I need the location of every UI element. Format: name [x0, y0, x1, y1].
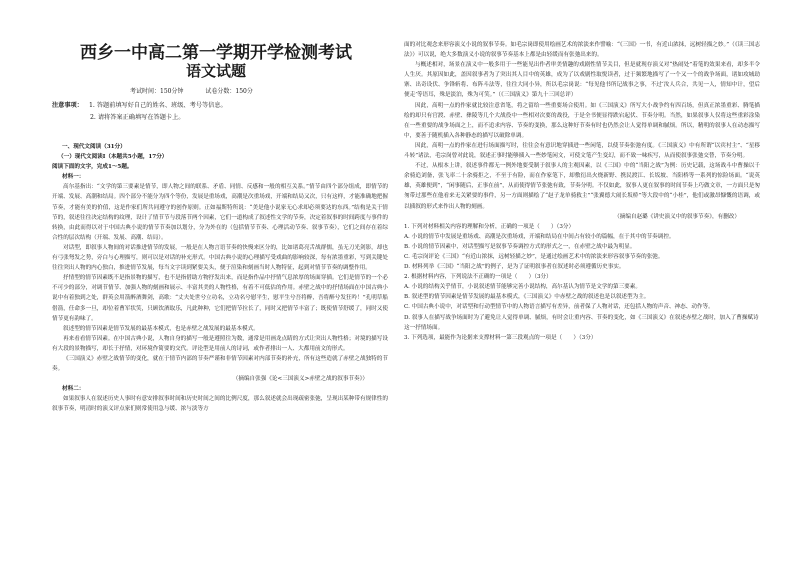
paragraph: 不过，从根本上讲，叙述事件都无一例外地要受制于叙事人的主观因素，以《三国》中的“当阳之战”为例：历史记载，这场战斗中曹操以千余骑追刘备，张飞率二十余骑拒之，不至于有险，而在作家笔下，却敷衍出火烧新野、携民渡江、长坂坡、当阳桥等一系列的惊险场面。“说英雄，英雄便到”，“闲事随后，正事在前”，从而使得情节张弛有致，节奏分明。不仅如此，叙事人更在叙事的时间节奏上巧做文章，一方面只是匆匆带过那些在他看来无关紧要的事件，另一方面则描绘了“赵子龙单骑救主”“张翼德大闹长坂桥”等大段中的“小桂”，他们或激昂慷慨的语调，或以插叙的形式来作出人物的刻画。: [404, 163, 760, 210]
note-item-2: 2. 请将答案正确填写在答题卡上。: [90, 114, 185, 121]
question-2: 2. 根据材料内容，下列说法不正确的一项是（ ）（3分）: [404, 274, 552, 281]
paragraph: 与概述相对，场景在演义中一般多用于一些能见出作者审美情趣的戏剧性情节关目，但是就现存演义对“热闹处”着笔的效果来看，却多半令人生厌。其原因如此，盖因叙事者为了突出其人目中的英雄，成为了以戏剧性取悦读者，过于频繁地描写了一个又一个的战争场面，诸如攻城劫寨、出奇设伏、争锋斩将、布阵斗法等，往往大同小异，所以毛宗岗说：“每见他书所记战事之事，不过‘汝人兵合，共见一人，情知中计，望后便走’等语耳，殊是淡泊，殊为可笑。”（《三国演义》第九十三回总评）: [404, 62, 760, 99]
note-item-1: 1. 答题前填写好自己的姓名、班级、考号等信息。: [88, 102, 227, 109]
paragraph: 如果叙事人在叙述历史人事时有意安排叙事时间和历史时间之间的比例尺度，那么叙述就会出现疏密张弛，呈现出某种带有规律性的叙事节奏，明清时的演义评点家们则常使用急与缓、浓与淡等方: [52, 396, 388, 413]
left-column: [52, 142, 388, 415]
option-a: A. 小说的情节中发展是重场戏、高潮是次重场戏，开端和结局在中间占有较小的篇幅，在于其中的节奏调控。: [404, 233, 675, 240]
paragraph: 《三国演义》赤壁之战情节的变化，就在于情节内部的节奏严谨和非情节因素对内部节奏的补充，所有这些造就了赤壁之战独特的节奏。: [52, 355, 388, 373]
paragraph: 高尔基指出：“文学的第三要素是情节，即人物之间的联系、矛盾、同情、反感和一般的相互关系。”情节由四个部分组成，即情节的开端、发展、高潮和结局。四个部分不能分为四个等份，发展是重场戏，高潮是次重场戏，开端和结局又次，只有这样，才能准确地把握节奏，才能有美的价值，这是作家们所共同遵守的创作原则。正如福斯特所说：“美是他小说家无心求却必须要达的东西。”结构是关于情节的，叙述往往决定结构的纹理，设计了情节节与段落节两个因素，它们一道构成了叙述性文学的节奏，决定着叙事的时间跨度与事件的转换，由此而得以对于中国古典小说的情节节奏加以划分，分为外在的（包括情节节奏、心理活动节奏、叙事节奏），它们之间存在着综合性的层次结构（开端、发展、高潮、结局）。: [52, 184, 388, 241]
paragraph: 抒情型的情节因素既不是指景物的描写，也不是指借助方物抒发出来，而是指作品中抒情气息浓厚的场面穿插。它们是情节的一个必不可少的部分，对调节情节、加强人物的刻画和展示、丰富其美的人物性格，有着不可低估的作用。赤壁之战中的抒情场面在中国古典小说中有着独到之处，群英会用箭醉酒舞剑，高歌：“丈夫处世兮立功名，立功名兮慰平生，慰平生兮吾将醉，吾将醉兮发狂吟！”孔明草船借箭，任命多一旦，却位着曹军状笑，只顾饮酒取乐，凡此种种，它们把情节拉长了，同时又把情节丰富了；既使情节舒缓了，同时又使情节更有韵味了。: [52, 275, 388, 322]
exam-info: [130, 86, 273, 95]
source-citation: （摘编自赵璐《讲史演义中的叙事节奏》，有删改）: [614, 213, 740, 220]
section-title: 一、现代文阅读（31分）: [62, 144, 126, 150]
notes-label: 注意事项：: [52, 102, 83, 109]
option-d: D. 叙事人在描写战争场面时为了避免让人觉得单调、腻烦，有时会让重内容、节奏的变化，如《三国演义》在叙述赤壁之战时，加入了曹操赋诗这一抒情场面。: [404, 314, 759, 331]
exam-subtitle: 语文试题: [185, 62, 246, 80]
question-1: 1. 下列对材料相关内容的理解和分析，正确的一项是（ ）（3分）: [404, 223, 575, 230]
right-column: [404, 40, 760, 343]
notes: [52, 100, 382, 124]
option-b: B. 叙述型的情节因素是情节发展的最基本模式，《三国演义》中赤壁之战的叙述也是以叙述型为主。: [404, 294, 650, 301]
paragraph: 面的对比观念来形容演义小说的叙事节奏。如毛宗岗即使用绘画艺术的浓淡来作譬喻：“《三国》一书，有近山浓抹，远树轻描之妙。”（《读三国志法》）可以说，绝大多数演义小说的叙事节奏基本上都是由轻缓而有张弛出来的。: [404, 42, 760, 59]
exam-time: 考试时间：150分钟: [130, 88, 184, 95]
option-c: C. 中国古典小说中，对话型和行动型情节中的人物语言描写有差异，前者保了人物对话，还包括人物的声音、神态、动作等。: [404, 304, 714, 311]
option-d: D. 材料列举《三国》“当阳之战”的例子，是为了证明叙事者在叙述时必须遵循历史事实。: [404, 264, 625, 271]
option-c: C. 毛宗岗评论《三国》“有近山浓抹，远树轻描之妙”，是通过绘画艺术中的浓淡来形容叙事节奏的张弛。: [404, 253, 664, 260]
paragraph: 叙述型的情节因素是情节发展的最基本模式，也是赤壁之战发展的最基本模式。: [63, 325, 259, 332]
material-1-label: 材料一：: [62, 174, 85, 181]
exam-title: 西乡一中高二第一学期开学检测考试: [80, 43, 352, 63]
paragraph: 因此，高明一点的作家就比较注意省笔，将之留给一些重要场合使用。如《三国演义》所写大小战争约有四百场，但真正浓墨重彩、腾笔描绘的却只有官渡、赤壁、彝陵等几个大战役中一些相对次要的战役，于是全书便显得跌宕起伏、节奏分明。当然，如果叙事人仅将这些重彩涂染在一些重要的战争场面之上，而不追求内容、节奏的变换，那么这种好节奏有时也仍然会让人觉得单调和腻烦。所以，精明的叙事人在动态描写中，要善于随机插入各种静态的描写以破除单调。: [404, 102, 760, 139]
material-2-label: 材料二：: [62, 386, 85, 393]
exam-score: 试卷分数：150分: [205, 88, 253, 95]
paragraph: 再来看看情节因素。在中国古典小说，人物自身的描写一般是遵照往为数，通常是用画龙点睛的方式让突出人物性格；对境的描写设有大段的景物描写，却长于抒情，对环境作简要的交代。评论型是用前人的诗词，或作者排出一人、大都用前文的形式。: [52, 335, 388, 352]
paragraph: 对话型，即叙事人物间的对话推进情节的发展，一般是在人物言语节奏的快慢来区分的，比如诸葛亮舌战群儒，虽无刀光剑影，却也有弓张弩发之势，旁白与心理描写，则可以是对话的补充形式。中国古典小说的心理描写受戏曲的影响较深，每有浓墨重彩，写到关键处往往突出人物的内心独白，推进情节发展，每当文字读到紧要关头，便于渲染和刻画当时人物特征，起到对情节节奏的调整作用。: [52, 244, 388, 272]
question-3: 3. 下列选项，最能作为论据来支撑材料一第三段观点的一项是（ ）（3分）: [404, 334, 597, 341]
subsection-title: （一）现代文阅读Ⅰ（本题共5小题，17分）: [58, 154, 168, 161]
option-b: B. 小说的情节因素中，对话型描写是叙事节奏调控方式的形式之一，在赤壁之战中最为明显。: [404, 243, 636, 250]
source-citation: （摘编自张强《论<三国演义>赤壁之战的叙事节奏》）: [232, 376, 368, 383]
reading-instruction: 阅读下面的文字，完成1～5题。: [52, 164, 133, 171]
paragraph: 因此，高明一点的作家在进行场面描写时，往往会有意识地穿插进一些闲笔，以使节奏张弛有度。《三国演义》中有所谓“以宾衬主”、“星移斗转”诸法，毛宗岗曾对此说，叙述正事时能够插入一些妙笔闲文，可使文笔产生变幻，而不致一味疾写，从而使叙事张弛交替，节奏分明。: [404, 142, 760, 160]
option-a: A. 小说的结构关乎情节，小说叙述情节能够完善小说结构，高尔基认为情节是文学的第三要素。: [404, 284, 641, 291]
